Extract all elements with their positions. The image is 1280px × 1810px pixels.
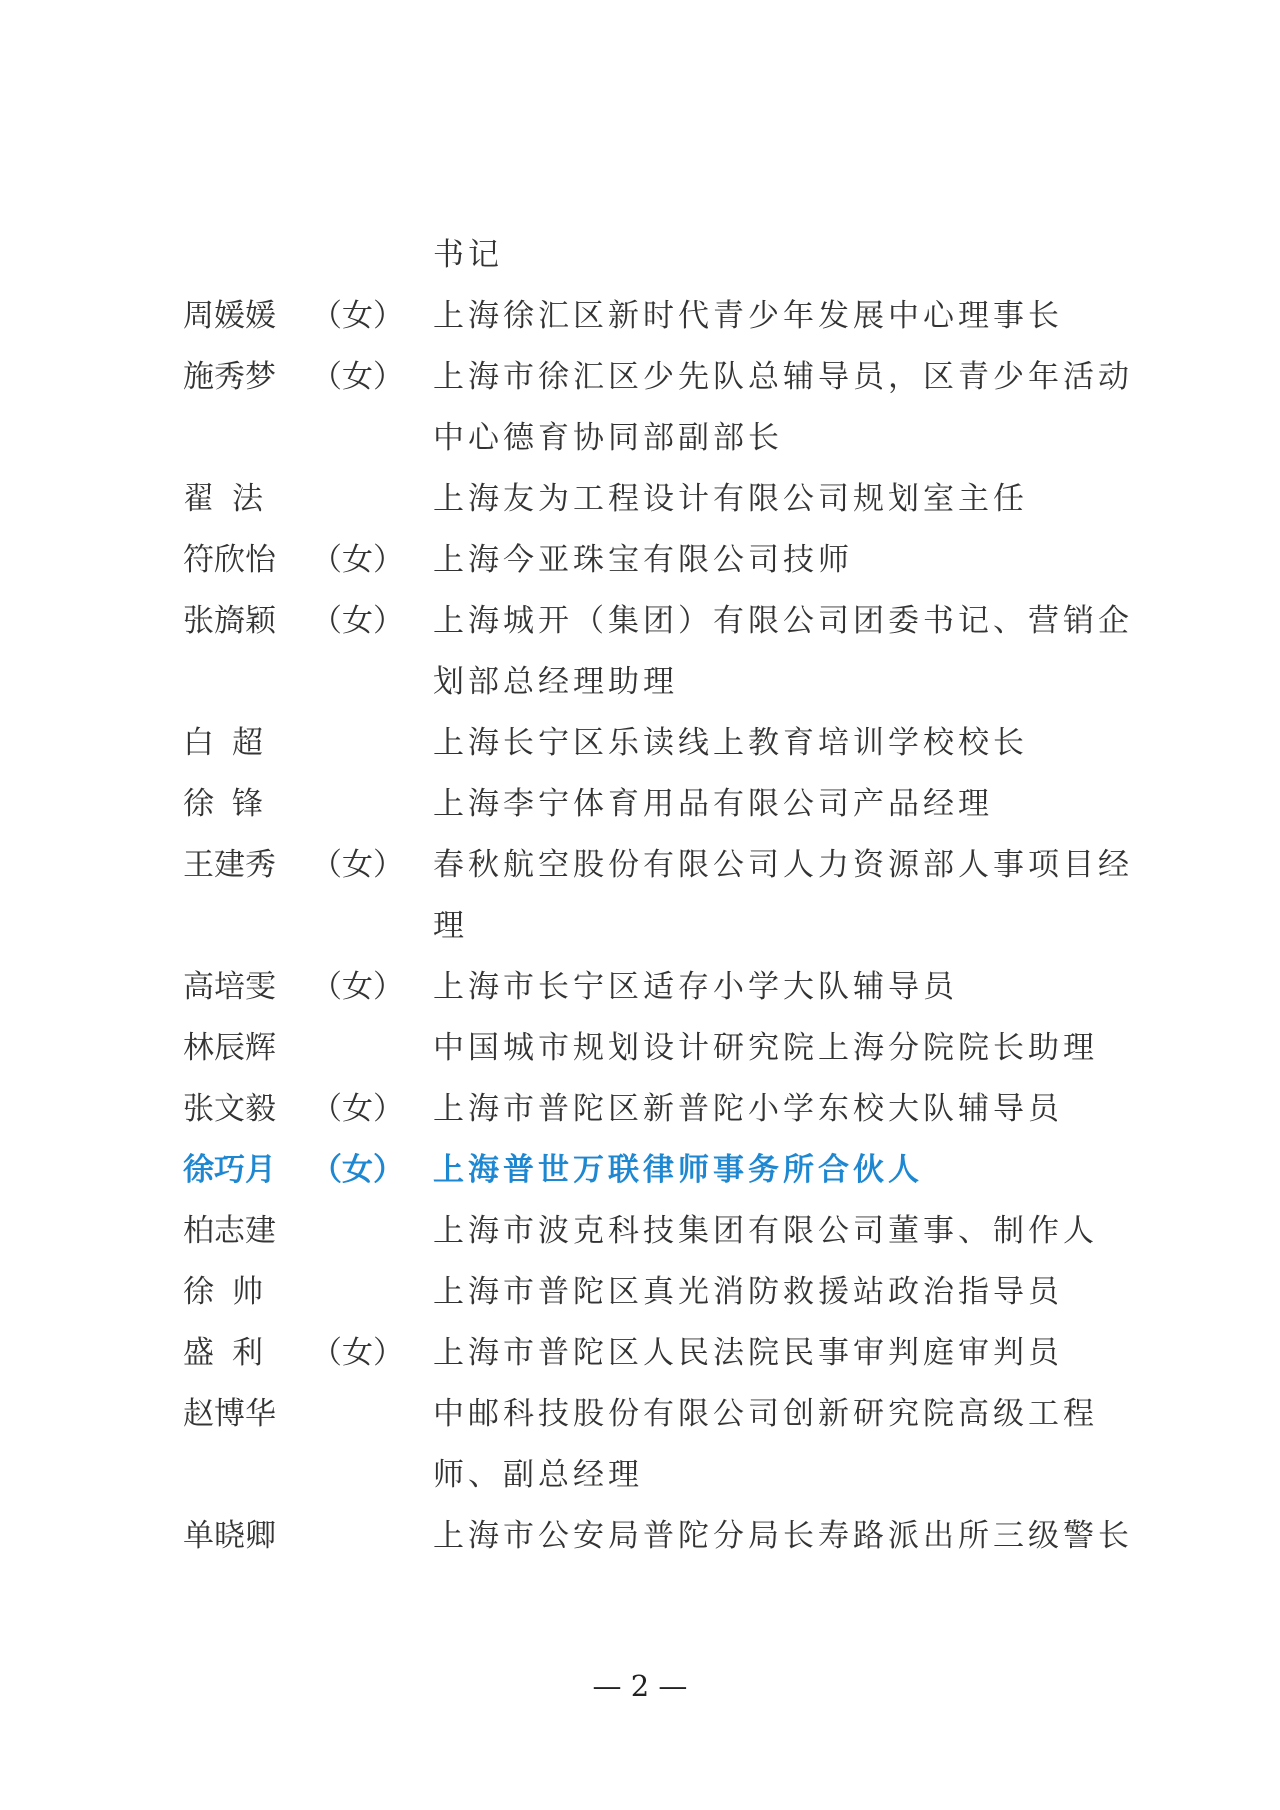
person-name: 柏志建 <box>183 1213 276 1249</box>
person-organization: 上海市波克科技集团有限公司董事、制作人 <box>433 1213 1098 1249</box>
person-gender: （女） <box>311 1335 404 1371</box>
list-item <box>183 1079 1143 1140</box>
person-organization: 上海城开（集团）有限公司团委书记、营销企划部总经理助理 <box>433 603 1133 700</box>
list-item <box>183 1323 1143 1384</box>
person-organization: 上海市普陀区新普陀小学东校大队辅导员 <box>433 1091 1063 1127</box>
person-gender: （女） <box>311 1091 404 1127</box>
person-organization: 上海市普陀区真光消防救援站政治指导员 <box>433 1274 1063 1310</box>
person-organization: 上海普世万联律师事务所合伙人 <box>433 1152 923 1188</box>
person-organization: 书记 <box>433 237 503 273</box>
person-name: 周媛媛 <box>183 298 276 334</box>
list-item <box>183 1201 1143 1262</box>
person-organization: 上海友为工程设计有限公司规划室主任 <box>433 481 1028 517</box>
person-organization: 中国城市规划设计研究院上海分院院长助理 <box>433 1030 1098 1066</box>
person-name: 张文毅 <box>183 1091 276 1127</box>
person-organization: 上海市公安局普陀分局长寿路派出所三级警长 <box>433 1518 1133 1554</box>
person-organization: 上海今亚珠宝有限公司技师 <box>433 542 853 578</box>
list-item <box>183 774 1143 835</box>
person-gender: （女） <box>311 542 404 578</box>
list-item <box>183 1018 1143 1079</box>
person-organization: 上海徐汇区新时代青少年发展中心理事长 <box>433 298 1063 334</box>
person-name: 盛利 <box>183 1335 281 1371</box>
list-item <box>183 591 1143 713</box>
person-gender: （女） <box>311 359 404 395</box>
person-name: 赵博华 <box>183 1396 276 1432</box>
list-item <box>183 957 1143 1018</box>
person-gender: （女） <box>311 298 404 334</box>
person-name: 徐帅 <box>183 1274 281 1310</box>
person-gender: （女） <box>311 603 404 639</box>
list-item <box>183 1262 1143 1323</box>
person-organization: 上海市长宁区适存小学大队辅导员 <box>433 969 958 1005</box>
person-organization: 春秋航空股份有限公司人力资源部人事项目经理 <box>433 847 1133 944</box>
person-organization: 中邮科技股份有限公司创新研究院高级工程师、副总经理 <box>433 1396 1098 1493</box>
list-item-highlighted <box>183 1140 1143 1201</box>
person-name: 徐锋 <box>183 786 281 822</box>
person-organization: 上海市普陀区人民法院民事审判庭审判员 <box>433 1335 1063 1371</box>
person-name: 单晓卿 <box>183 1518 276 1554</box>
person-name: 徐巧月 <box>183 1152 276 1188</box>
person-gender: （女） <box>311 847 404 883</box>
person-name: 施秀梦 <box>183 359 276 395</box>
list-item <box>183 347 1143 469</box>
person-name: 王建秀 <box>183 847 276 883</box>
person-organization: 上海市徐汇区少先队总辅导员，区青少年活动中心德育协同部副部长 <box>433 359 1133 456</box>
person-name: 翟法 <box>183 481 281 517</box>
person-name: 白超 <box>183 725 281 761</box>
list-item <box>183 225 1143 286</box>
list-item <box>183 530 1143 591</box>
person-gender: （女） <box>311 1152 404 1188</box>
list-item <box>183 1384 1143 1506</box>
person-name: 符欣怡 <box>183 542 276 578</box>
person-name: 林辰辉 <box>183 1030 276 1066</box>
list-item <box>183 469 1143 530</box>
person-name: 高培雯 <box>183 969 276 1005</box>
person-organization: 上海长宁区乐读线上教育培训学校校长 <box>433 725 1028 761</box>
page-number: — 2 — <box>592 1669 688 1703</box>
person-organization: 上海李宁体育用品有限公司产品经理 <box>433 786 993 822</box>
list-item <box>183 713 1143 774</box>
person-gender: （女） <box>311 969 404 1005</box>
list-item <box>183 1506 1143 1567</box>
personnel-list <box>183 225 1143 1567</box>
person-name: 张旖颖 <box>183 603 276 639</box>
list-item <box>183 286 1143 347</box>
list-item <box>183 835 1143 957</box>
